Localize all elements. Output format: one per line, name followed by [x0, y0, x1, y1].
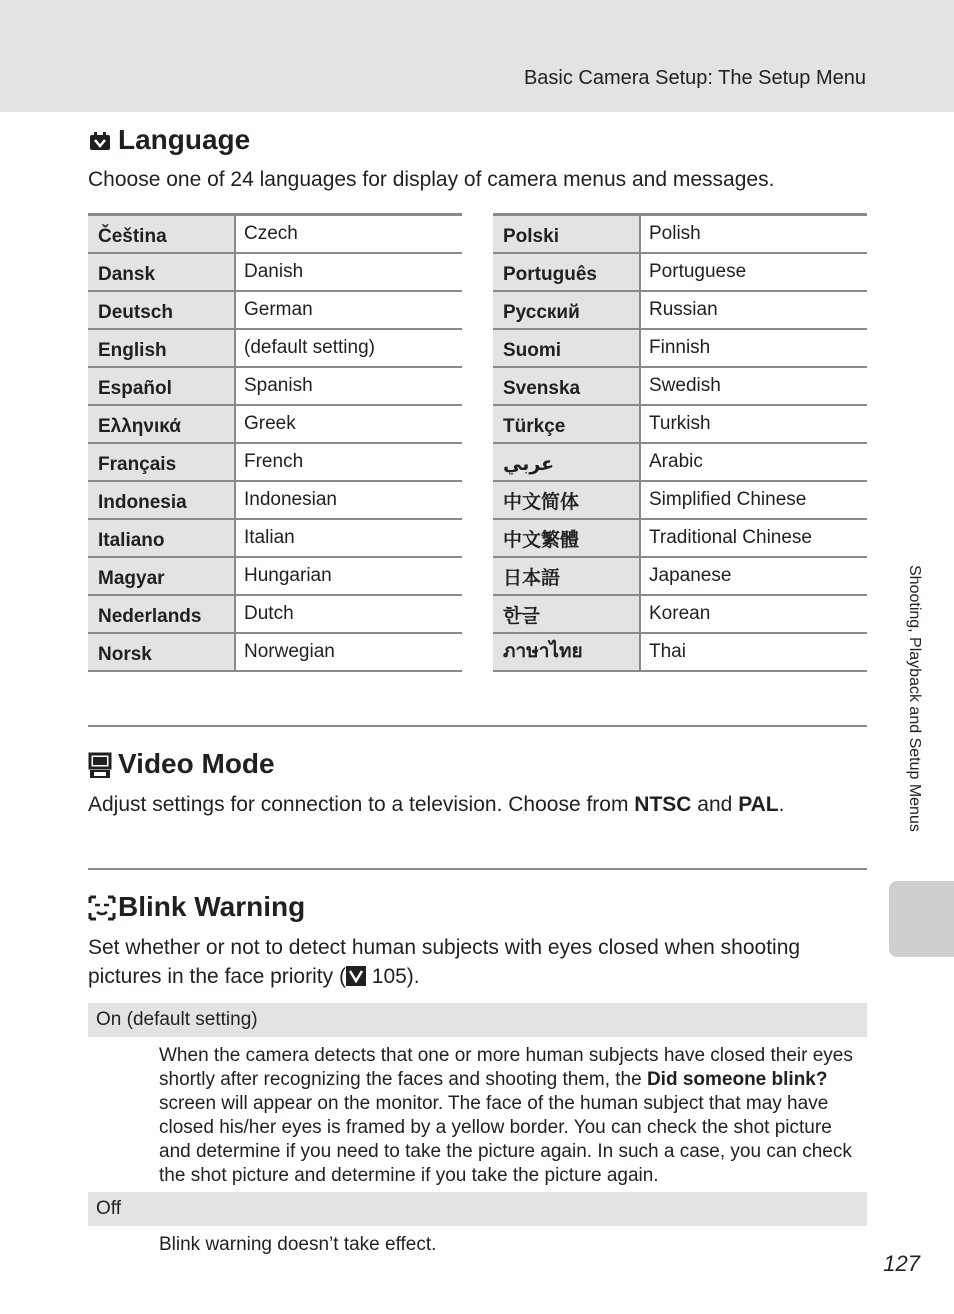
table-row — [493, 292, 867, 330]
table-row — [88, 292, 462, 330]
language-english-name: Polish — [649, 223, 701, 244]
language-native-name: 한글 — [493, 596, 641, 632]
blink-warning-intro-line2 — [88, 962, 800, 994]
page-number: 127 — [883, 1251, 920, 1276]
language-english-name: Traditional Chinese — [649, 527, 812, 548]
language-english-name: Indonesian — [244, 489, 337, 510]
language-native-name: عربي — [493, 444, 641, 480]
language-english-name: Greek — [244, 413, 296, 434]
table-row — [88, 254, 462, 292]
blink-warning-icon — [88, 895, 112, 919]
option-off-label: Off — [88, 1192, 867, 1226]
table-row — [88, 406, 462, 444]
language-english-name: (default setting) — [244, 337, 375, 358]
language-native-name: Svenska — [493, 368, 641, 404]
language-english-name: Italian — [244, 527, 295, 548]
language-native-name: Français — [88, 444, 236, 480]
language-native-name: Português — [493, 254, 641, 290]
language-icon — [88, 128, 112, 152]
language-native-name: Suomi — [493, 330, 641, 366]
header-band — [0, 0, 954, 112]
table-row — [493, 444, 867, 482]
language-native-name: Deutsch — [88, 292, 236, 328]
language-native-name: ภาษาไทย — [493, 634, 641, 670]
language-heading — [88, 124, 250, 156]
table-row — [493, 520, 867, 558]
language-native-name: Русский — [493, 292, 641, 328]
language-english-name: German — [244, 299, 313, 320]
option-on-desc-after: screen will appear on the monitor. The face of the human subject that may have closed his/her eyes is framed by a yellow border. You can check the shot picture and determine if you need to take the picture again. In such a case, you can check the shot picture and determine if you take the picture again. — [159, 1093, 852, 1186]
video-mode-icon — [88, 752, 112, 776]
table-row — [493, 406, 867, 444]
language-english-name: Portuguese — [649, 261, 747, 282]
language-english-name: Hungarian — [244, 565, 332, 586]
language-english-name: Czech — [244, 223, 298, 244]
table-row — [493, 634, 867, 672]
blink-warning-heading — [88, 891, 305, 923]
language-table-right — [493, 213, 867, 672]
table-row — [493, 596, 867, 634]
language-native-name: 中文繁體 — [493, 520, 641, 556]
blink-warning-intro-before: pictures in the face priority ( — [88, 965, 346, 988]
language-native-name: Ελληνικά — [88, 406, 236, 442]
language-native-name: 日本語 — [493, 558, 641, 594]
table-row — [493, 330, 867, 368]
table-row — [88, 520, 462, 558]
language-table-left — [88, 213, 462, 672]
blink-warning-title: Blink Warning — [118, 891, 306, 922]
language-native-name: Dansk — [88, 254, 236, 290]
section-divider — [88, 725, 867, 727]
language-english-name: Danish — [244, 261, 304, 282]
language-native-name: Indonesia — [88, 482, 236, 518]
language-native-name: Español — [88, 368, 236, 404]
language-native-name: Nederlands — [88, 596, 236, 632]
option-off-description: Blink warning doesn’t take effect. — [159, 1234, 437, 1255]
table-row — [88, 634, 462, 672]
language-intro: Choose one of 24 languages for display of camera menus and messages. — [88, 168, 775, 191]
blink-warning-intro — [88, 933, 800, 994]
option-on-desc-before: When the camera detects that one or more human subjects have closed their eyes shortly after recognizing the faces and shooting them, the — [159, 1045, 853, 1090]
video-mode-text-before: Adjust settings for connection to a television. Choose from — [88, 793, 635, 816]
language-native-name: Čeština — [88, 216, 236, 252]
language-native-name: Magyar — [88, 558, 236, 594]
language-native-name: Polski — [493, 216, 641, 252]
language-english-name: Norwegian — [244, 641, 335, 662]
table-row — [88, 330, 462, 368]
section-divider — [88, 868, 867, 870]
table-row — [493, 558, 867, 596]
pal-label: PAL — [738, 793, 779, 816]
language-english-name: Simplified Chinese — [649, 489, 807, 510]
ntsc-label: NTSC — [634, 793, 692, 816]
reference-icon — [346, 965, 366, 994]
video-mode-and: and — [691, 793, 739, 816]
table-row — [88, 444, 462, 482]
language-english-name: Swedish — [649, 375, 721, 396]
language-english-name: French — [244, 451, 304, 472]
language-english-name: Dutch — [244, 603, 294, 624]
option-on-description — [159, 1044, 859, 1188]
side-tab-label: Shooting, Playback and Setup Menus — [906, 565, 923, 832]
option-on-label: On (default setting) — [88, 1003, 867, 1037]
language-native-name: English — [88, 330, 236, 366]
video-mode-period: . — [778, 793, 785, 816]
video-mode-heading — [88, 748, 275, 780]
table-row — [493, 216, 867, 254]
language-english-name: Thai — [649, 641, 686, 662]
language-english-name: Arabic — [649, 451, 703, 472]
language-native-name: Türkçe — [493, 406, 641, 442]
table-row — [88, 596, 462, 634]
header-title: Basic Camera Setup: The Setup Menu — [523, 67, 866, 89]
blink-warning-intro-after: 105). — [365, 965, 420, 988]
language-native-name: Italiano — [88, 520, 236, 556]
video-mode-title: Video Mode — [118, 748, 275, 779]
side-tab — [889, 881, 954, 957]
table-row — [88, 216, 462, 254]
language-title: Language — [118, 124, 251, 155]
table-row — [493, 254, 867, 292]
language-english-name: Korean — [649, 603, 711, 624]
language-english-name: Finnish — [649, 337, 711, 358]
language-native-name: 中文简体 — [493, 482, 641, 518]
language-english-name: Turkish — [649, 413, 711, 434]
table-row — [493, 368, 867, 406]
table-row — [88, 368, 462, 406]
language-english-name: Spanish — [244, 375, 313, 396]
language-english-name: Japanese — [649, 565, 732, 586]
table-row — [493, 482, 867, 520]
language-native-name: Norsk — [88, 634, 236, 670]
blink-warning-intro-line1: Set whether or not to detect human subjects with eyes closed when shooting — [88, 936, 801, 959]
table-row — [88, 558, 462, 596]
option-on-desc-bold: Did someone blink? — [646, 1069, 828, 1090]
video-mode-text — [88, 790, 784, 819]
language-english-name: Russian — [649, 299, 718, 320]
table-row — [88, 482, 462, 520]
